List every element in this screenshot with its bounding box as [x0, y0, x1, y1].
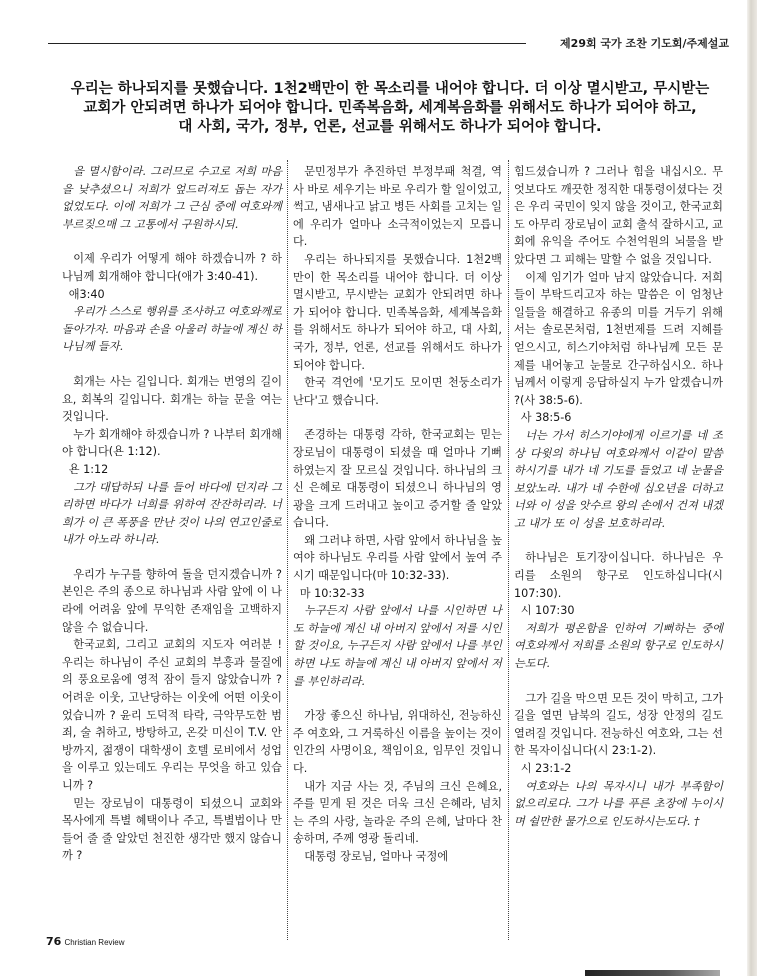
paragraph-gap [62, 233, 282, 250]
scripture-quote: 을 멸시함이라. 그러므로 수고로 저희 마음을 낮추셨으니 저희가 엎드러져도 돕는 자가 없었도다. 이에 저희가 그 근심 중에 여호와께 부르짖으매 그 고통에서 구원하시되. [62, 165, 282, 231]
lead-line: 교회가 안되려면 하나가 되어야 합니다. 민족복음화, 세계복음화를 위해서도 하나가 되어야 하고, [83, 100, 697, 116]
body-paragraph: 존경하는 대통령 각하, 한국교회는 믿는 장로님이 대통령이 되셨을 때 얼마나 기뻐하였는지 잘 모르실 것입니다. 하나님의 크신 은혜로 대통령이 되셨으니 하나님의 영광을 크게 드러내고 높이고 증거할 줄 알았습니다. [293, 428, 502, 530]
body-paragraph: 우리가 누구를 향하여 돌을 던지겠습니까 ? 본인은 주의 종으로 하나님과 사람 앞에 이 나라에 어려움 앞에 무익한 존재임을 고백하지 않을 수 없습니다. [62, 567, 282, 634]
page-number: 76 [46, 935, 62, 948]
body-paragraph: 우리는 하나되지를 못했습니다. 1천2백만이 한 목소리를 내어야 합니다. 더 이상 멸시받고, 무시받는 교회가 안되려면 하나가 되어야 합니다. 민족복음화, 세계복음화를 위해서도 하나가 되어야 하고, 대 사회, 국가, 정부, 언론, 선교를 위해서도 하나가 되어야 합니다. [293, 252, 502, 372]
paragraph-gap [293, 690, 502, 707]
lead-line: 대 사회, 국가, 정부, 언론, 선교를 위해서도 하나가 되어야 합니다. [178, 119, 602, 135]
scripture-reference: 마 10:32-33 [299, 586, 365, 600]
paragraph-gap [62, 549, 282, 566]
body-paragraph: 이제 우리가 어떻게 해야 하겠습니까 ? 하나님께 회개해야 합니다(애가 3:40-41). [62, 252, 282, 283]
scripture-reference: 시 107:30 [520, 604, 575, 618]
scripture-quote: 그가 대답하되 나를 들어 바다에 던지라 그리하면 바다가 너희를 위하여 잔잔하리라. 너희가 이 큰 폭풍을 만난 것이 나의 연고인줄로 내가 아노라 하니라. [62, 480, 282, 547]
section-title: 제29회 국가 조찬 기도회/주제설교 [560, 37, 729, 50]
body-paragraph: 문민정부가 추진하던 부정부패 척결, 역사 바로 세우기는 바로 우리가 할 일이었고, 썩고, 냄새나고 낡고 병든 사회를 고치는 일에 우리가 얼마나 소극적이었는지 모릅니다. [293, 165, 502, 249]
scripture-quote: 누구든지 사람 앞에서 나를 시인하면 나도 하늘에 계신 내 아버지 앞에서 저를 시인할 것이요, 누구든지 사람 앞에서 나를 부인하면 나도 하늘에 계신 내 아버지 앞에서 저를 부인하리라. [293, 604, 502, 688]
column-divider [508, 160, 509, 940]
body-paragraph: 한국교회, 그리고 교회의 지도자 여러분 ! 우리는 하나님이 주신 교회의 부흥과 물질에의 풍요로움에 영적 잠이 들지 않았습니까 ? 어려운 이웃, 고난당하는 이웃에 어떤 이웃이었습니까 ? 윤리 도덕적 타락, 극악무도한 범죄, 술 취하고, 방탕하고, 온갖 미신이 T.V. 안방까지, 젊쟁이 대학생이 호텔 로비에서 성업을 이루고 있는데도 우리는 무엇을 하고 있습니까 ? [62, 638, 282, 792]
body-paragraph: 회개는 사는 길입니다. 회개는 번영의 길이요, 회복의 길입니다. 회개는 하늘 문을 여는 것입니다. [62, 374, 282, 424]
body-paragraph: 한국 격언에 '모기도 모이면 천둥소리가 난다'고 했습니다. [293, 376, 502, 407]
scripture-reference: 애3:40 [68, 287, 105, 301]
body-paragraph: 이제 임기가 얼마 남지 않았습니다. 저희들이 부탁드리고자 하는 말씀은 이 엄청난 일들을 해결하고 유종의 미를 거두기 위해서는 솔로몬처럼, 1천번제를 드려 지혜를 얻으시고, 히스기야처럼 하나님께 모든 문제를 내어놓고 눈물로 간구하십시오. 하나님께서 이렇게 응답하실지 누가 알겠습니까 ?(사 38:5-6). [514, 270, 723, 407]
text-column-1 [62, 163, 282, 865]
body-paragraph: 하나님은 토기장이십니다. 하나님은 우리를 소원의 항구로 인도하십니다(시 107:30). [514, 551, 723, 600]
scripture-quote: 우리가 스스로 행위를 조사하고 여호와께로 돌아가자. 마음과 손을 아울러 하늘에 계신 하나님께 들자. [62, 305, 282, 354]
paragraph-gap [514, 532, 723, 549]
text-column-2 [293, 163, 502, 866]
body-paragraph: 힘드셨습니까 ? 그러나 힘을 내십시오. 무엇보다도 깨끗한 정직한 대통령이셨다는 것은 우리 국민이 잊지 않을 것이고, 한국교회도 아무리 장로님이 교회 출석 잘하시고, 교회에 유익을 주어도 수천억원의 뇌물을 받았다면 그 피해는 말할 수 없을 것입니다. [514, 165, 723, 266]
scripture-reference: 욘 1:12 [68, 462, 109, 476]
lead-line: 우리는 하나되지를 못했습니다. 1천2백만이 한 목소리를 내어야 합니다. 더 이상 멸시받고, 무시받는 [70, 81, 710, 97]
column-divider [287, 160, 288, 940]
body-paragraph: 내가 지금 사는 것, 주님의 크신 은혜요, 주를 믿게 된 것은 더욱 크신 은혜라, 넘치는 주의 사랑, 놀라운 주의 은혜, 날마다 찬송하며, 주께 영광 돌리네. [293, 779, 502, 846]
scripture-reference: 사 38:5-6 [520, 411, 572, 425]
body-paragraph: 누가 회개해야 하겠습니까 ? 나부터 회개해야 합니다(욘 1:12). [62, 427, 282, 459]
scripture-reference: 시 23:1-2 [520, 762, 572, 775]
body-paragraph: 그가 길을 막으면 모든 것이 막히고, 그가 길을 열면 남북의 길도, 성장 안정의 길도 열려질 것입니다. 전능하신 여호와, 그는 선한 목자이십니다(시 23:1-2). [514, 691, 723, 758]
paragraph-gap [293, 409, 502, 426]
next-page-photo-edge [585, 970, 720, 976]
scripture-quote: 여호와는 나의 목자시니 내가 부족함이 없으리로다. 그가 나를 푸른 초장에 누이시며 쉴만한 물가으로 인도하시는도다. † [514, 779, 723, 828]
header-rule [48, 43, 526, 44]
lead-quote [70, 80, 710, 137]
page-footer [46, 935, 125, 948]
scripture-quote: 너는 가서 히스기야에게 이르기를 네 조상 다윗의 하나님 여호와께서 이같이 말씀하시기를 내가 네 기도를 들었고 네 눈물을 보았노라. 내가 네 수한에 십오년을 더하고 너와 이 성을 앗수르 왕의 손에서 건져 내겠고 내가 또 이 성을 보호하리라. [514, 428, 723, 530]
body-paragraph: 대통령 장로님, 얼마나 국정에 [304, 849, 449, 863]
paragraph-gap [514, 673, 723, 690]
text-column-3 [514, 163, 723, 830]
body-paragraph: 왜 그러냐 하면, 사람 앞에서 하나님을 높여야 하나님도 우리를 사람 앞에서 높여 주시기 때문입니다(마 10:32-33). [293, 533, 502, 583]
magazine-name: Christian Review [64, 938, 125, 947]
paragraph-gap [62, 356, 282, 373]
body-paragraph: 믿는 장로님이 대통령이 되셨으니 교회와 목사에게 특별 혜택이나 주고, 특별법이나 만들어 줄 줄 알았던 천진한 생각만 했지 않습니까 ? [62, 796, 282, 863]
body-paragraph: 가장 좋으신 하나님, 위대하신, 전능하신 주 여호와, 그 거룩하신 이름을 높이는 것이 인간의 사명이요, 책임이요, 임무인 것입니다. [293, 709, 502, 775]
scripture-quote: 저희가 평온함을 인하여 기뻐하는 중에 여호와께서 저희를 소원의 항구로 인도하시는도다. [514, 621, 723, 671]
page-edge-shadow [747, 0, 757, 976]
